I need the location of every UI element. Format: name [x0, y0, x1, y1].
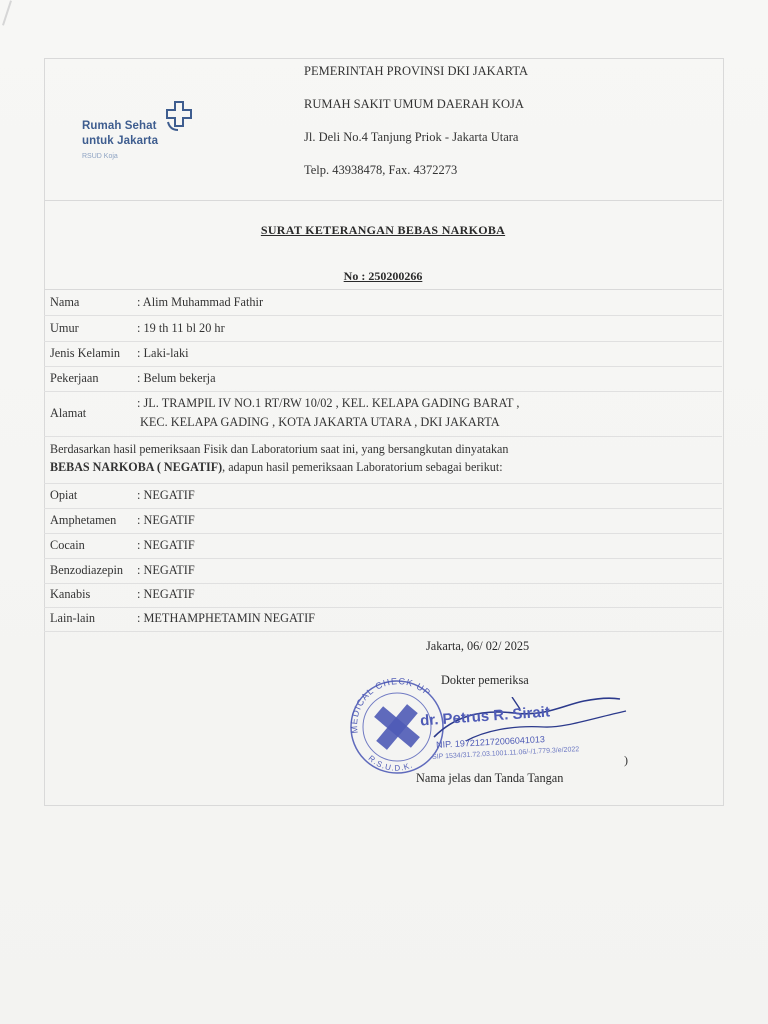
- field-value: : 19 th 11 bl 20 hr: [137, 321, 225, 335]
- signature-section: [44, 631, 722, 804]
- letterhead-hospital: RUMAH SAKIT UMUM DAERAH KOJA: [304, 97, 524, 111]
- signature-caption: Nama jelas dan Tanda Tangan: [416, 771, 564, 785]
- result-label: Amphetamen: [50, 513, 117, 527]
- identity-row-alamat: [44, 392, 722, 437]
- doctor-registration: SIP 1534/31.72.03.1001.11.06/-/1.779.3/e/2022: [431, 746, 580, 761]
- result-row-kanabis: [44, 584, 722, 608]
- address-line1: : JL. TRAMPIL IV NO.1 RT/RW 10/02 , KEL. KELAPA GADING BARAT ,: [137, 396, 520, 410]
- result-row-lain-lain: [44, 608, 722, 632]
- result-value: : NEGATIF: [137, 513, 195, 527]
- field-label: Nama: [50, 295, 80, 309]
- stamp-text-top: MEDICAL CHECK UP: [349, 676, 433, 734]
- identity-row-umur: [44, 316, 722, 342]
- address-line2: KEC. KELAPA GADING , KOTA JAKARTA UTARA , DKI JAKARTA: [140, 415, 500, 429]
- result-value: : NEGATIF: [137, 488, 195, 502]
- logo-text-line2: untuk Jakarta: [82, 135, 159, 147]
- result-value: : METHAMPHETAMIN NEGATIF: [137, 611, 315, 625]
- document-title: SURAT KETERANGAN BEBAS NARKOBA: [260, 223, 506, 237]
- result-value: : NEGATIF: [137, 538, 195, 552]
- result-row-benzodiazepin: [44, 559, 722, 584]
- statement-paragraph: [44, 437, 722, 484]
- field-label: Pekerjaan: [50, 371, 99, 385]
- result-label: Lain-lain: [50, 611, 96, 625]
- result-label: Kanabis: [50, 587, 91, 601]
- statement-line2-rest: , adapun hasil pemeriksaan Laboratorium sebagai berikut:: [222, 460, 503, 474]
- doctor-name-stamp: dr. Petrus R. Sirait: [419, 703, 551, 730]
- result-value: : NEGATIF: [137, 563, 195, 577]
- statement-verdict: BEBAS NARKOBA ( NEGATIF): [50, 460, 223, 474]
- identity-row-jenis-kelamin: [44, 342, 722, 367]
- document-number: No : 250200266: [343, 269, 423, 283]
- result-row-opiat: [44, 484, 722, 509]
- result-row-amphetamen: [44, 509, 722, 534]
- signature-role: Dokter pemeriksa: [441, 673, 529, 687]
- doctor-nip: NIP. 197212172006041013: [435, 734, 546, 750]
- letterhead: [44, 58, 722, 201]
- logo-text-line1: Rumah Sehat: [82, 120, 157, 132]
- scan-artifact: [2, 0, 12, 25]
- statement-line2: [50, 460, 503, 475]
- field-value: : Alim Muhammad Fathir: [137, 295, 264, 309]
- result-row-cocain: [44, 534, 722, 559]
- letterhead-address: Jl. Deli No.4 Tanjung Priok - Jakarta Utara: [304, 130, 519, 144]
- result-label: Cocain: [50, 538, 85, 552]
- title-section: [44, 201, 722, 290]
- stamp-text-bottom: R.S.U.D.K.: [366, 753, 415, 773]
- letterhead-text: [304, 64, 704, 196]
- field-label: Alamat: [50, 406, 87, 420]
- signature-date: Jakarta, 06/ 02/ 2025: [426, 639, 530, 653]
- letterhead-phone: Telp. 43938478, Fax. 4372273: [304, 163, 458, 177]
- hospital-cross-icon: [164, 100, 194, 132]
- field-label: Umur: [50, 321, 79, 335]
- identity-row-pekerjaan: [44, 367, 722, 392]
- field-value: : Laki-laki: [137, 346, 189, 360]
- logo-subtext: RSUD Koja: [82, 153, 118, 160]
- signature-close-paren: ): [624, 753, 628, 767]
- hospital-logo: [82, 100, 232, 180]
- statement-line1: Berdasarkan hasil pemeriksaan Fisik dan Laboratorium saat ini, yang bersangkutan dinyatakan: [50, 442, 509, 456]
- identity-row-nama: [44, 290, 722, 316]
- result-label: Benzodiazepin: [50, 563, 124, 577]
- result-label: Opiat: [50, 488, 78, 502]
- field-value: : Belum bekerja: [137, 371, 216, 385]
- result-value: : NEGATIF: [137, 587, 195, 601]
- letterhead-government: PEMERINTAH PROVINSI DKI JAKARTA: [304, 64, 528, 78]
- field-label: Jenis Kelamin: [50, 346, 121, 360]
